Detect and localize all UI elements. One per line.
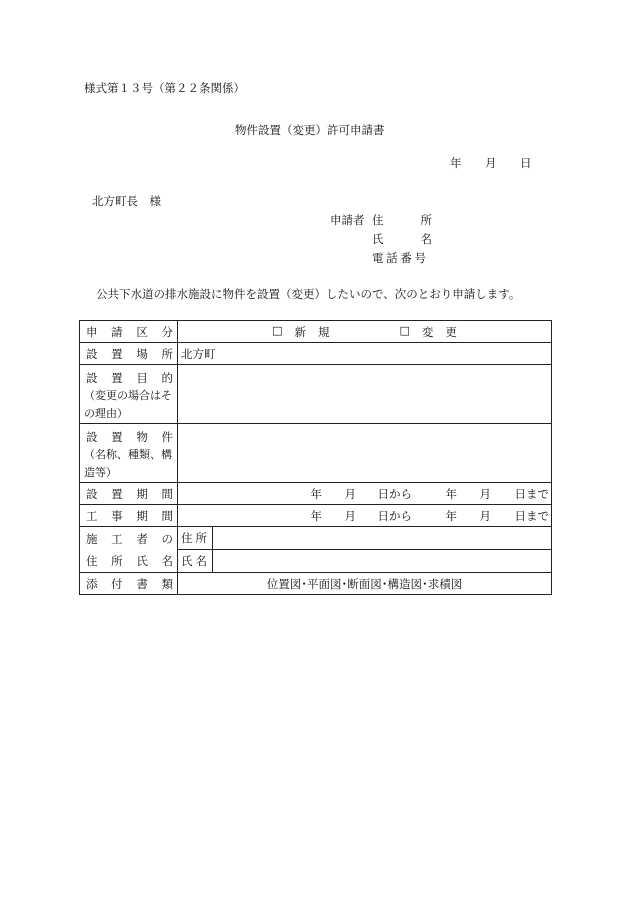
contractor-address-value[interactable] [213, 527, 552, 550]
label-install-purpose-note: （変更の場合はその理由） [84, 389, 172, 420]
contractor-name-value[interactable] [213, 550, 552, 573]
date-day-label: 日 [520, 156, 532, 170]
row-application-category [80, 321, 552, 343]
label-contractor-name: 氏 名 [178, 550, 213, 573]
label-install-object-note: （名称、種類、構造等） [84, 448, 172, 479]
checkbox-new-box-icon: □ [272, 323, 283, 337]
applicant-address-label: 住 所 [372, 213, 432, 227]
row-install-object [80, 424, 552, 483]
work-period-value[interactable]: 年 月 日から 年 月 日まで [178, 505, 552, 527]
label-contractor: 施 工 者 の 住 所 氏 名 [80, 527, 178, 573]
date-month-label: 月 [485, 156, 497, 170]
row-install-period [80, 483, 552, 505]
checkbox-change[interactable]: □ 変 更 [399, 323, 457, 339]
attachments-value: 位置図･平面図･断面図･構造図･求積図 [178, 573, 552, 595]
applicant-name-row [330, 230, 432, 249]
intro-text: 公共下水道の排水施設に物件を設置（変更）したいので、次のとおり申請します。 [96, 287, 521, 301]
category-options [178, 321, 552, 343]
label-install-object: 設 置 物 件 （名称、種類、構造等） [80, 424, 178, 483]
applicant-phone-label: 電 話 番 号 [372, 251, 426, 265]
applicant-name-label: 氏 名 [372, 232, 432, 246]
checkbox-change-box-icon: □ [399, 323, 410, 337]
document-title: 物件設置（変更）許可申請書 [235, 123, 385, 137]
applicant-block [330, 211, 432, 268]
row-install-purpose [80, 365, 552, 424]
install-object-value[interactable] [178, 424, 552, 483]
row-contractor-address [80, 527, 552, 550]
applicant-phone-row [330, 249, 432, 268]
application-date [450, 155, 532, 171]
label-install-period: 設 置 期 間 [80, 483, 178, 505]
applicant-role-label: 申請者 [330, 213, 365, 227]
label-application-category: 申 請 区 分 [80, 321, 178, 343]
form-number: 様式第１３号（第２２条関係） [84, 81, 245, 95]
applicant-address-row [330, 211, 432, 230]
label-work-period: 工 事 期 間 [80, 505, 178, 527]
row-work-period [80, 505, 552, 527]
row-attachments [80, 573, 552, 595]
label-install-location: 設 置 場 所 [80, 343, 178, 365]
label-attachments: 添 付 書 類 [80, 573, 178, 595]
row-install-location [80, 343, 552, 365]
install-purpose-value[interactable] [178, 365, 552, 424]
label-install-purpose: 設 置 目 的 （変更の場合はその理由） [80, 365, 178, 424]
checkbox-new[interactable]: □ 新 規 [272, 323, 330, 339]
label-contractor-address: 住 所 [178, 527, 213, 550]
application-form-table [79, 320, 552, 595]
addressee: 北方町長 様 [92, 194, 161, 208]
date-year-label: 年 [450, 156, 462, 170]
install-period-value[interactable]: 年 月 日から 年 月 日まで [178, 483, 552, 505]
install-location-value[interactable]: 北方町 [178, 343, 552, 365]
